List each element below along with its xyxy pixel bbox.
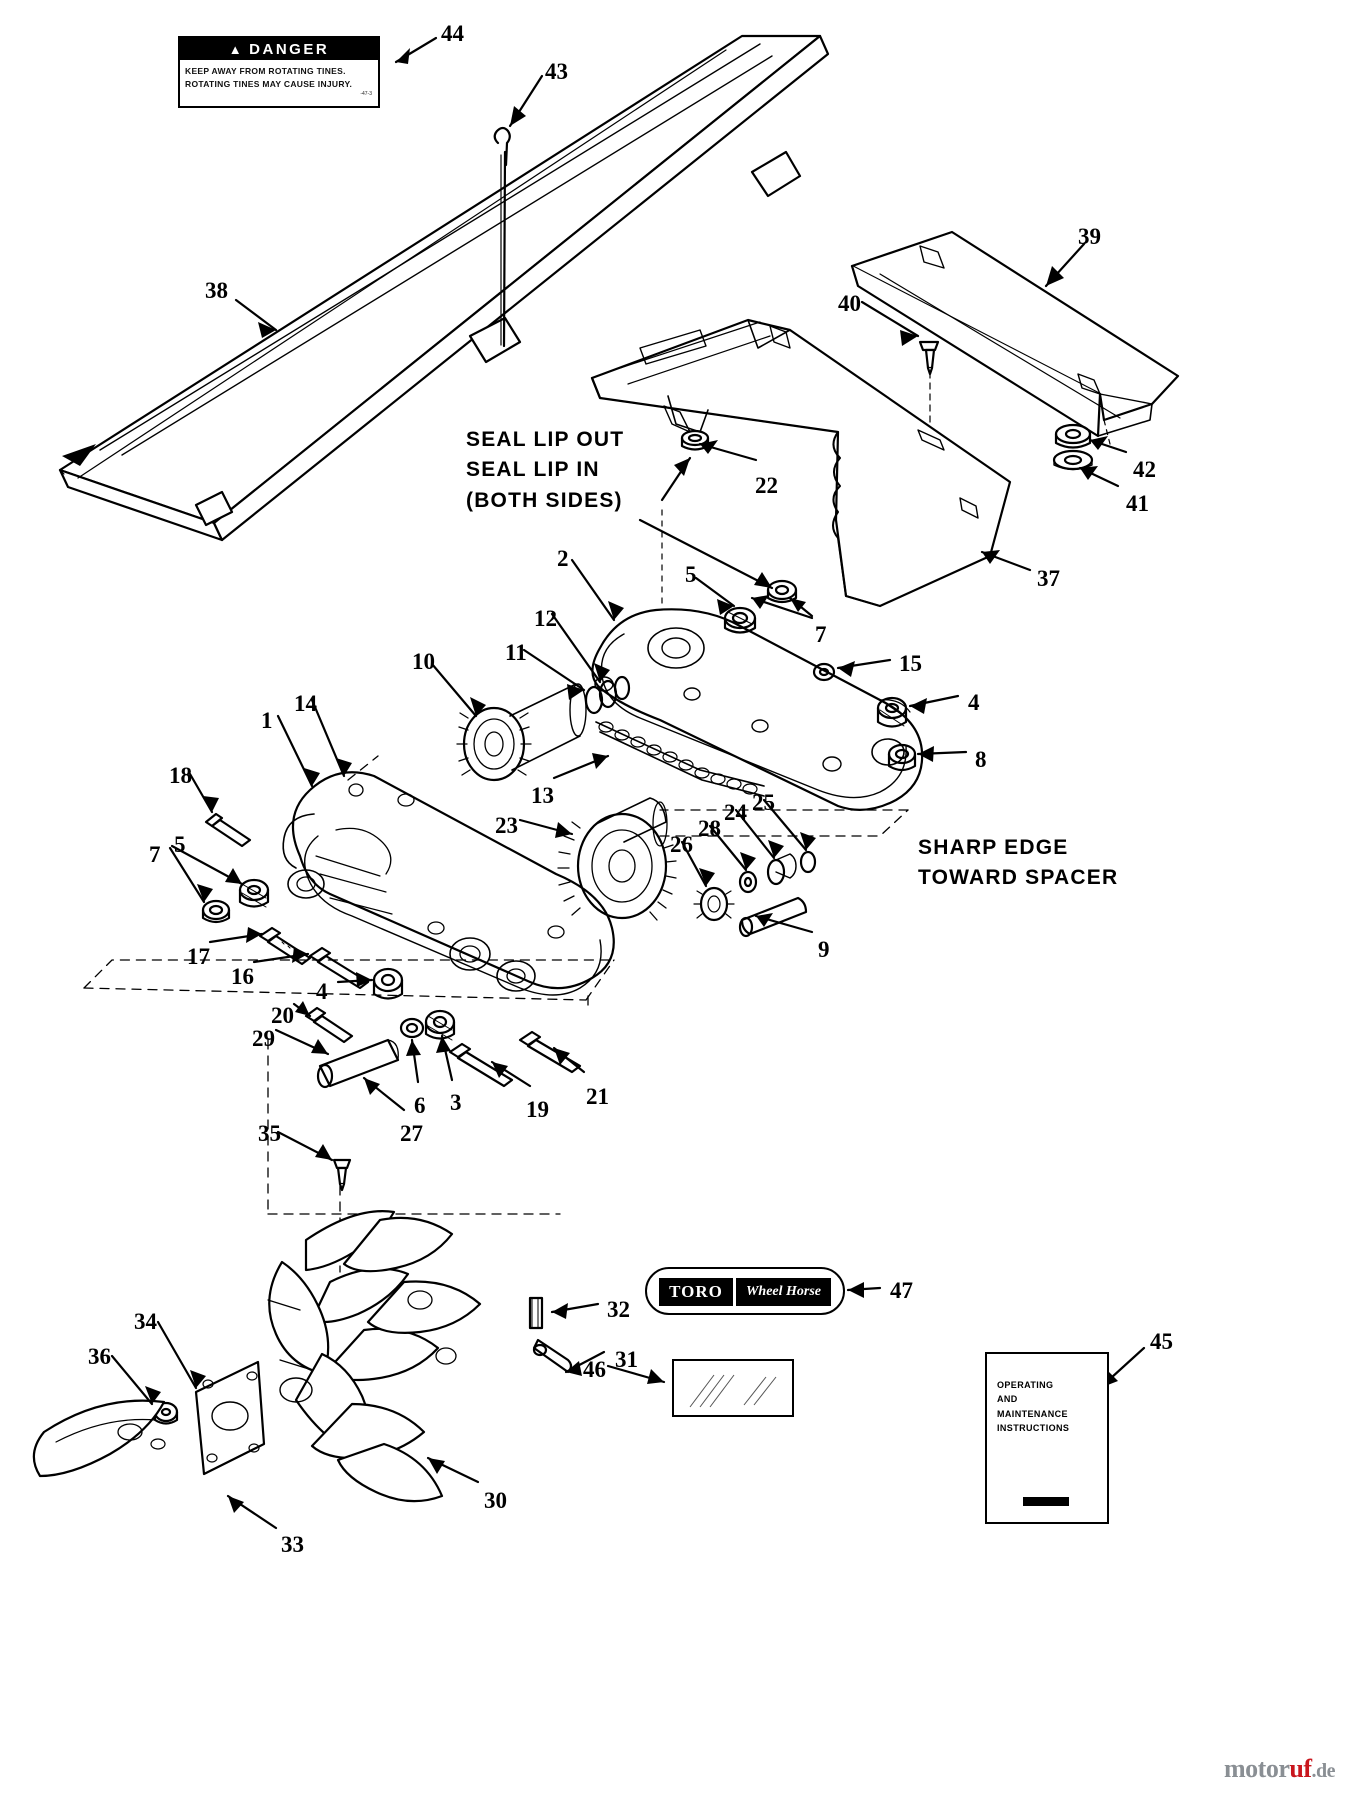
danger-line-1: KEEP AWAY FROM ROTATING TINES. [185, 66, 346, 76]
part-28-washer [740, 872, 756, 892]
manual-line-4: INSTRUCTIONS [997, 1423, 1070, 1434]
manual-line-2: AND [997, 1394, 1018, 1405]
callout-number: 7 [815, 622, 827, 647]
callout-number: 6 [414, 1093, 426, 1118]
callout-number: 23 [495, 813, 518, 838]
callout-number: 4 [968, 690, 980, 715]
part-3-bearing [426, 1011, 454, 1040]
note-seal-line-1: SEAL LIP OUT [466, 428, 625, 451]
part-17-bolt [260, 928, 310, 964]
note-sharp-edge [918, 833, 1118, 894]
part-26-sprocket [694, 888, 734, 920]
callout-number: 19 [526, 1097, 549, 1122]
note-seal-lip [466, 425, 624, 516]
watermark [1224, 1754, 1335, 1784]
part-42-nut [1056, 425, 1090, 448]
callout-number: 30 [484, 1488, 507, 1513]
part-4-bushing-left [374, 969, 402, 999]
callout-number: 41 [1126, 491, 1149, 516]
callout-number: 25 [752, 790, 775, 815]
manual-title [997, 1378, 1069, 1436]
decal-hatching [674, 1361, 794, 1417]
callout-number: 35 [258, 1121, 281, 1146]
callout-number: 16 [231, 964, 254, 989]
callout-number: 21 [586, 1084, 609, 1109]
callout-number: 40 [838, 291, 861, 316]
part-9-shaft [740, 898, 806, 936]
part-34-bracket [196, 1362, 264, 1474]
callout-number: 8 [975, 747, 987, 772]
note-seal-line-2: SEAL LIP IN [466, 458, 600, 482]
callout-number: 22 [755, 473, 778, 498]
callout-number: 33 [281, 1532, 304, 1557]
note-seal-line-3: (BOTH SIDES) [466, 488, 623, 512]
part-30-tines [268, 1211, 480, 1501]
callout-number: 44 [441, 21, 464, 46]
part-33-tine [34, 1401, 165, 1476]
callout-number: 29 [252, 1026, 275, 1051]
part-31-pin [534, 1340, 571, 1372]
callout-number: 1 [261, 708, 273, 733]
part-35-screw [334, 1160, 350, 1190]
part-6-washer [401, 1019, 423, 1037]
callout-number: 36 [88, 1344, 111, 1369]
decal-toro-nameplate [645, 1267, 845, 1315]
callout-number: 15 [899, 651, 922, 676]
callout-number: 12 [534, 606, 557, 631]
callout-number: 45 [1150, 1329, 1173, 1354]
part-7-seal-left [203, 901, 229, 922]
callout-number: 18 [169, 763, 192, 788]
part-10-sprocket [457, 684, 586, 780]
callout-number: 13 [531, 783, 554, 808]
callout-number: 38 [205, 278, 228, 303]
operator-manual [985, 1352, 1109, 1524]
callout-number: 37 [1037, 566, 1060, 591]
manual-logo [1023, 1497, 1069, 1506]
part-37-hood [592, 320, 1010, 606]
callout-number: 42 [1133, 457, 1156, 482]
watermark-part-1: motor [1224, 1754, 1290, 1783]
watermark-part-2: uf [1289, 1754, 1312, 1783]
callout-number: 2 [557, 546, 569, 571]
part-40-screw [920, 342, 938, 428]
callout-number: 28 [698, 816, 721, 841]
callout-number: 7 [149, 842, 161, 867]
part-32-pin [530, 1298, 542, 1328]
danger-line-2: ROTATING TINES MAY CAUSE INJURY. [185, 79, 353, 90]
manual-line-1: OPERATING [997, 1380, 1054, 1390]
callout-number: 3 [450, 1090, 462, 1115]
callout-number: 5 [685, 562, 697, 587]
toro-brand-label: TORO [659, 1278, 733, 1306]
callout-number: 24 [724, 800, 747, 825]
danger-part-number: -47-3 [360, 91, 372, 98]
manual-line-3: MAINTENANCE [997, 1408, 1068, 1419]
callout-number: 43 [545, 59, 568, 84]
callout-number: 26 [670, 832, 693, 857]
callout-number: 5 [174, 832, 186, 857]
part-5-bearing-left [240, 880, 268, 907]
callout-number: 39 [1078, 224, 1101, 249]
callout-number: 9 [818, 937, 830, 962]
part-38-shield [60, 36, 828, 540]
part-27-shaft [318, 1040, 398, 1087]
callout-number: 20 [271, 1003, 294, 1028]
callout-number: 10 [412, 649, 435, 674]
callout-number: 46 [583, 1357, 606, 1382]
part-25-key [801, 852, 815, 872]
decal-danger [178, 36, 380, 108]
warning-triangle-icon: ▲ [228, 41, 245, 57]
part-2-gearcase-right [592, 609, 922, 810]
callout-number: 27 [400, 1121, 423, 1146]
danger-heading-bar [180, 38, 378, 60]
danger-heading-text: DANGER [249, 40, 330, 58]
callout-number: 14 [294, 691, 317, 716]
watermark-part-3: .de [1311, 1760, 1335, 1782]
callout-number: 47 [890, 1278, 913, 1303]
decal-blank-label [672, 1359, 794, 1417]
part-18-bolt [206, 814, 250, 846]
danger-body [180, 60, 378, 91]
callout-number: 34 [134, 1309, 157, 1334]
part-21-bolt [520, 1032, 580, 1072]
part-20-bolt [306, 1008, 352, 1042]
callout-number: 17 [187, 944, 210, 969]
callout-number: 11 [505, 640, 527, 665]
note-sharp-line-1: SHARP EDGE [918, 836, 1069, 859]
part-24-spacer [768, 854, 796, 884]
note-sharp-line-2: TOWARD SPACER [918, 866, 1119, 890]
toro-model-label: Wheel Horse [736, 1278, 831, 1306]
callout-number: 32 [607, 1297, 630, 1322]
callout-number: 4 [316, 979, 328, 1004]
part-41-washer [1054, 451, 1092, 470]
callout-number: 31 [615, 1347, 638, 1372]
